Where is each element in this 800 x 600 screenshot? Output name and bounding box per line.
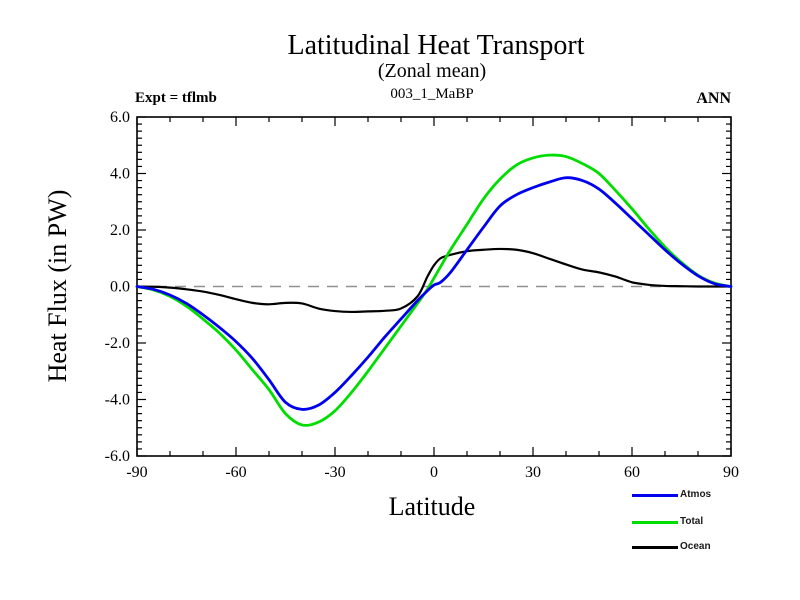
x-axis-title: Latitude [388, 492, 476, 521]
x-tick-label: -30 [324, 464, 346, 481]
legend-item-atmos [632, 489, 792, 501]
y-tick-label: 2.0 [110, 222, 130, 239]
x-tick-label: 60 [624, 464, 640, 481]
y-tick-label: -6.0 [104, 448, 130, 465]
legend-label-atmos: Atmos [680, 489, 712, 500]
x-tick-label: -90 [126, 464, 148, 481]
legend-label-total: Total [680, 516, 704, 527]
x-tick-label: 30 [525, 464, 541, 481]
chart-title: Latitudinal Heat Transport [287, 30, 585, 61]
x-tick-label: 90 [723, 464, 739, 481]
y-tick-label: 4.0 [110, 165, 130, 183]
dataset-label: 003_1_MaBP [390, 86, 474, 102]
y-axis-title: Heat Flux (in PW) [43, 189, 72, 383]
series-line-total [137, 155, 731, 425]
legend-item-ocean [632, 541, 792, 553]
total-line-swatch [632, 521, 678, 524]
y-tick-label: 0.0 [110, 278, 130, 296]
ocean-line-swatch [632, 546, 678, 549]
x-tick-label: 0 [430, 464, 438, 481]
legend-label-ocean: Ocean [680, 541, 711, 552]
experiment-label: Expt = tflmb [135, 90, 217, 106]
x-tick-label: -60 [225, 464, 247, 481]
y-tick-label: -2.0 [104, 335, 130, 352]
atmos-line-swatch [632, 494, 678, 497]
y-tick-label: -4.0 [104, 391, 130, 409]
chart-subtitle: (Zonal mean) [377, 60, 487, 82]
y-tick-label: 6.0 [110, 109, 130, 126]
series-line-atmos [137, 178, 731, 410]
season-label: ANN [696, 90, 731, 107]
legend-item-total [632, 516, 792, 528]
